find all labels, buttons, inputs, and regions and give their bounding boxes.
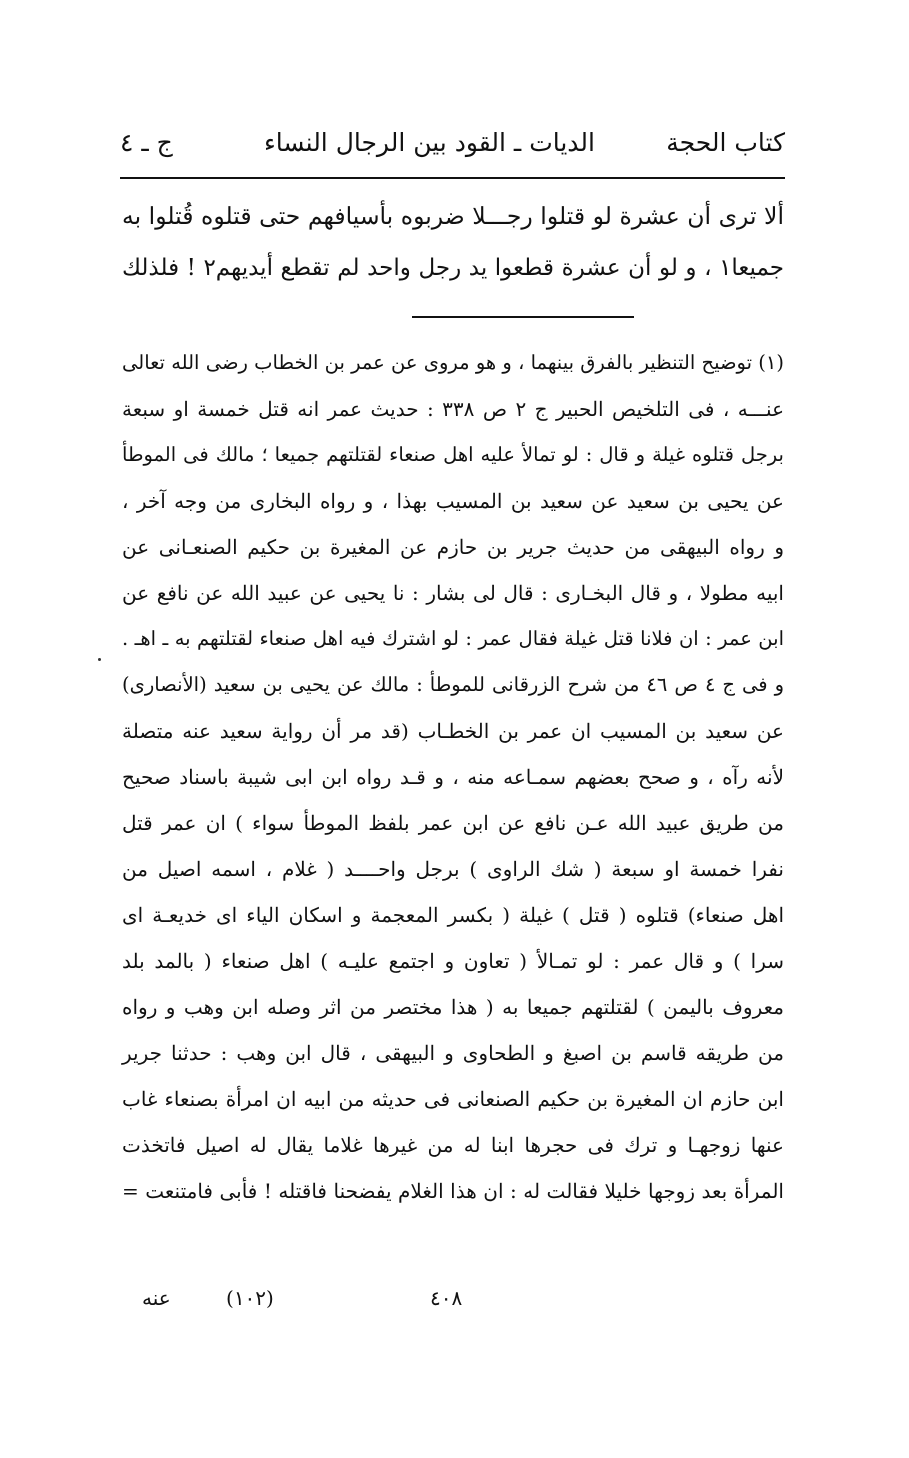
footnote-rule [412,316,634,318]
main-text [122,190,784,294]
footnote-line: المرأة بعد زوجها خليلا فقالت له : ان هذا الغلام يفضحنا فاقتله ! فأبى فامتنعت = [122,1179,784,1203]
footnote-line: من طريق عبيد الله عـن نافع عن ابن عمر بلفظ الموطأ سواء ) ان عمر قتل [122,811,784,835]
footnote-line: نفرا خمسة او سبعة ( شك الراوى ) برجل واحــــد ( غلام ، اسمه اصيل من [122,857,784,881]
page-number: ٤٠٨ [430,1286,463,1310]
footnote-line: عنها زوجهـا و ترك فى حجرها ابنا له من غيرها غلاما يقال له اصيل فاتخذت [122,1133,784,1157]
page-footer [130,1286,780,1320]
footnote-line: معروف باليمن ) لقتلتهم جميعا به ( هذا مختصر من اثر وصله ابن وهب و رواه [122,995,784,1019]
catchword: عنه [142,1286,171,1310]
footnote [122,340,784,1214]
footnote-line: و فى ج ٤ ص ٤٦ من شرح الزرقانى للموطأ : مالك عن يحيى بن سعيد (الأنصارى) [122,673,784,696]
footnote-line: برجل قتلوه غيلة و قال : لو تمالأ عليه اهل صنعاء لقتلتهم جميعا ؛ مالك فى الموطأ [122,443,784,466]
footnote-line: ابيه مطولا ، و قال البخـارى : قال لى بشار : نا يحيى عن عبيد الله عن نافع عن [122,581,784,605]
main-line: جميعا١ ، و لو أن عشرة قطعوا يد رجل واحد لم تقطع أيديهم٢ ! فلذلك [122,255,784,281]
footnote-line: لأنه رآه ، و صحح بعضهم سمـاعه منه ، و قـد رواه ابن ابى شيبة باسناد صحيح [122,765,784,789]
signature-mark: (١٠٢) [226,1286,274,1310]
margin-speck [98,658,101,661]
footnote-line: اهل صنعاء) قتلوه ( قتل ) غيلة ( بكسر المعجمة و اسكان الياء اى خديعـة اى [122,903,784,927]
header-rule [120,177,785,179]
main-line: ألا ترى أن عشرة لو قتلوا رجـــلا ضربوه بأسيافهم حتى قتلوه قُتلوا به [122,202,784,230]
header-volume: ج ـ ٤ [120,128,173,157]
header-chapter-title: الديات ـ القود بين الرجال النساء [263,128,595,157]
header-book-title: كتاب الحجة [666,128,785,157]
footnote-line: (١) توضيح التنظير بالفرق بينهما ، و هو مروى عن عمر بن الخطاب رضى الله تعالى [122,351,784,374]
running-header [120,122,785,170]
footnote-line: ابن عمر : ان فلانا قتل غيلة فقال عمر : لو اشترك فيه اهل صنعاء لقتلتهم به ـ اهـ . [122,627,784,650]
footnote-line: ابن حازم ان المغيرة بن حكيم الصنعانى فى حديثه من ابيه ان امرأة بصنعاء غاب [122,1087,784,1111]
footnote-line: من طريقه قاسم بن اصبغ و الطحاوى و البيهقى ، قال ابن وهب : حدثنا جرير [122,1041,784,1065]
footnote-line: سرا ) و قال عمر : لو تمـالأ ( تعاون و اجتمع عليـه ) اهل صنعاء ( بالمد بلد [122,949,784,973]
footnote-line: و رواه البيهقى من حديث جرير بن حازم عن المغيرة بن حكيم الصنعـانى عن [122,535,784,559]
footnote-line: عن يحيى بن سعيد عن سعيد بن المسيب بهذا ، و رواه البخارى من وجه آخر ، [122,489,784,513]
footnote-line: عنـــه ، فى التلخيص الحبير ج ٢ ص ٣٣٨ : حديث عمر انه قتل خمسة او سبعة [122,397,784,421]
footnote-line: عن سعيد بن المسيب ان عمر بن الخطـاب (قد مر أن رواية سعيد عنه متصلة [122,719,784,743]
